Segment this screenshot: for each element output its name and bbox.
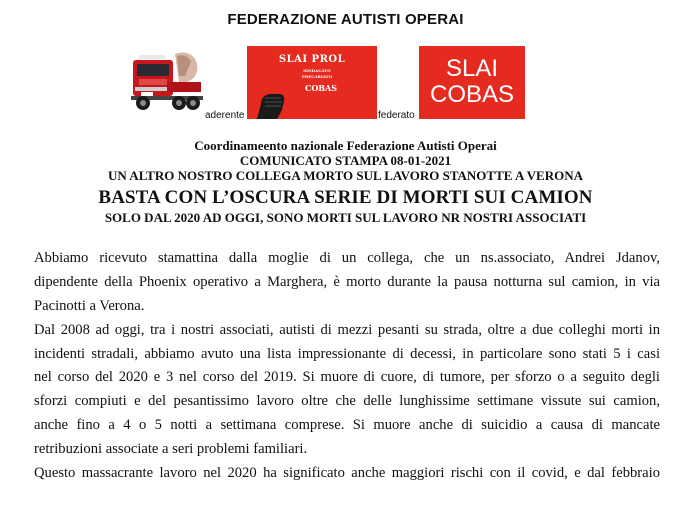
- body-line: Pacinotti a Verona.: [34, 297, 145, 314]
- main-headline: BASTA CON L’OSCURA SERIE DI MORTI SUI CAMION: [98, 187, 593, 208]
- truck-caption: aderente: [205, 110, 245, 121]
- body-line: Dal 2008 ad oggi, tra i nostri associati, autisti di mezzi pesanti su strada, oltre a due colleghi morti in: [34, 321, 660, 338]
- body-line: incidenti stradali, abbiamo avuto una lista impressionante di decessi, in particolare sono stati 5 i casi: [34, 345, 660, 362]
- slai-prol-title: SLAI PROL: [278, 54, 346, 65]
- slai-cobas-line2: COBAS: [429, 81, 515, 108]
- headline-deaths-note: SOLO DAL 2020 AD OGGI, SONO MORTI SUL LAVORO NR NOSTRI ASSOCIATI: [104, 210, 587, 225]
- prol-caption: federato: [378, 110, 415, 121]
- body-line: Questo massacrante lavoro nel 2020 ha significato anche maggiori rischi con il covid, e dal febbraio: [34, 465, 660, 482]
- slai-prol-subtitle-2: PRECARIATO: [301, 74, 333, 79]
- slai-cobas-logo: [419, 46, 525, 119]
- body-line: dipendente della Phoenix operativo a Marghera, è morto durante la pausa notturna sul camion, in via: [34, 273, 660, 290]
- coordination-line: Coordinameento nazionale Federazione Autisti Operai: [194, 138, 497, 153]
- press-release-date: COMUNICATO STAMPA 08-01-2021: [239, 153, 452, 168]
- slai-prol-cobas: COBAS: [304, 83, 338, 93]
- body-line: retribuzioni associate a seri problemi familiari.: [34, 441, 308, 458]
- slai-prol-subtitle-1: SINDACATO: [303, 68, 331, 73]
- body-line: Abbiamo ricevuto stamattina dalla moglie di un collega, che un ns.associato, Andrei Jdanov,: [34, 250, 660, 266]
- headline-subtitle: UN ALTRO NOSTRO COLLEGA MORTO SUL LAVORO STANOTTE A VERONA: [108, 168, 583, 183]
- truck-logo: [127, 46, 205, 114]
- body-text: [34, 247, 660, 486]
- slai-cobas-line1: SLAI: [445, 55, 499, 82]
- body-line: anche fino a 4 o 5 notti a settimana comprese. Si muore anche di suicidio a causa di mancate: [34, 417, 660, 434]
- body-line: sforzi compiuti e del pesantissimo lavoro oltre che delle lunghissime settimane vissute sui camion,: [34, 393, 660, 410]
- body-line: nel corso del 2020 e 3 nel corso del 2019. Si muore di cuore, di tumore, per sforzo o a seguito degli: [34, 369, 660, 386]
- slai-prol-logo: [247, 46, 377, 119]
- fist-icon: [253, 86, 287, 119]
- org-title: FEDERAZIONE AUTISTI OPERAI: [227, 11, 464, 28]
